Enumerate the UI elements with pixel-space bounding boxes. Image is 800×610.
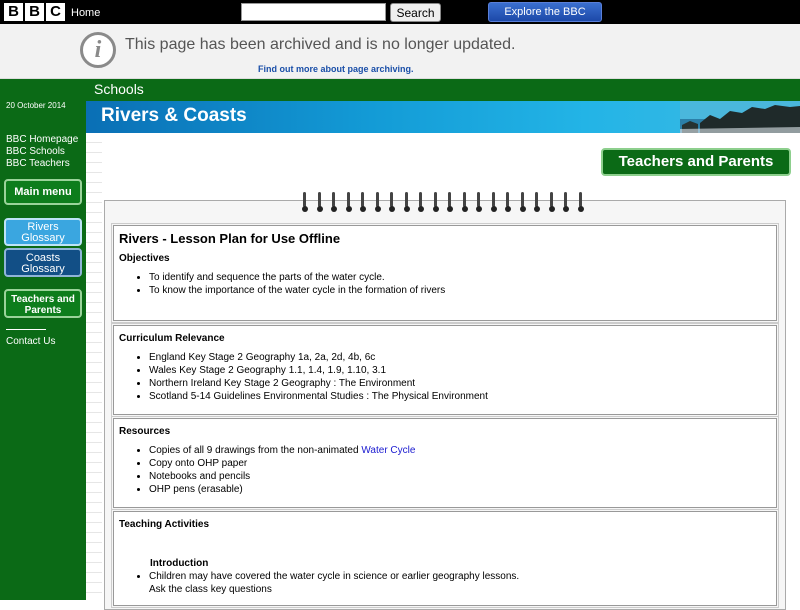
list-item [149, 570, 776, 596]
main-menu-button[interactable]: Main menu [4, 179, 82, 205]
sidebar-divider [6, 329, 46, 330]
archive-info-link[interactable]: Find out more about page archiving. [258, 64, 414, 74]
notebook-ruler [86, 133, 102, 600]
introduction-list [149, 570, 776, 596]
notebook-ring [375, 192, 381, 212]
search-input[interactable] [241, 3, 386, 21]
coasts-glossary-button[interactable] [4, 248, 82, 277]
resources-heading: Resources [119, 426, 171, 437]
list-item: • Copy onto OHP paper [149, 457, 776, 470]
notebook-ring [302, 192, 308, 212]
button-line: Rivers [27, 221, 59, 233]
notebook-ring [418, 192, 424, 212]
objectives-section [113, 225, 777, 321]
list-item: • To identify and sequence the parts of the water cycle. [149, 271, 776, 284]
list-item: • Notebooks and pencils [149, 470, 776, 483]
section-title[interactable]: Schools [94, 81, 144, 97]
notebook-ring [491, 192, 497, 212]
contact-us-link[interactable]: Contact Us [6, 336, 56, 347]
logo-letter: B [25, 3, 44, 21]
intro-line: Ask the class key questions [149, 584, 272, 595]
notebook-ring [563, 192, 569, 212]
notebook-ring [433, 192, 439, 212]
bbc-top-bar [0, 0, 800, 24]
intro-line: Children may have covered the water cycle in science or earlier geography lessons. [149, 571, 520, 582]
schools-bar [86, 79, 800, 101]
notebook-ring [447, 192, 453, 212]
notebook-ring [534, 192, 540, 212]
notebook-ring [317, 192, 323, 212]
search-button[interactable]: Search [390, 3, 441, 22]
teaching-activities-section [113, 511, 777, 606]
notebook-ring [549, 192, 555, 212]
page-date: 20 October 2014 [6, 101, 66, 110]
explore-the-bbc-button[interactable]: Explore the BBC [488, 2, 602, 22]
curriculum-list [149, 351, 776, 403]
curriculum-section [113, 325, 777, 415]
resources-list [149, 444, 776, 496]
list-item: • Wales Key Stage 2 Geography 1.1, 1.4, 1.9, 1.10, 3.1 [149, 364, 776, 377]
teachers-and-parents-badge: Teachers and Parents [601, 148, 791, 176]
notebook-ring [476, 192, 482, 212]
button-line: Parents [24, 305, 62, 316]
lesson-title: Rivers - Lesson Plan for Use Offline [119, 231, 341, 246]
left-sidebar [0, 79, 86, 600]
button-line: Glossary [21, 232, 65, 244]
site-title: Rivers & Coasts [101, 105, 247, 126]
logo-letter: B [4, 3, 23, 21]
activities-heading: Teaching Activities [119, 519, 210, 530]
bbc-links [6, 134, 78, 170]
notebook-ring [404, 192, 410, 212]
list-item: • OHP pens (erasable) [149, 483, 776, 496]
info-icon: i [80, 32, 116, 68]
notebook-ring [389, 192, 395, 212]
notebook-ring [346, 192, 352, 212]
rivers-glossary-button[interactable] [4, 218, 82, 246]
button-line: Teachers and [11, 294, 75, 305]
resources-text: Copies of all 9 drawings from the non-animated [149, 445, 362, 456]
home-link[interactable]: Home [71, 7, 101, 19]
objectives-heading: Objectives [119, 253, 170, 264]
button-line: Coasts [25, 252, 61, 264]
bbc-logo[interactable] [4, 3, 65, 21]
bbc-schools-link[interactable]: BBC Schools [6, 146, 65, 157]
archive-notice [0, 24, 800, 79]
list-item [149, 444, 776, 457]
water-cycle-link[interactable]: Water Cycle [361, 445, 416, 456]
curriculum-heading: Curriculum Relevance [119, 333, 225, 344]
bbc-teachers-link[interactable]: BBC Teachers [6, 158, 70, 169]
notebook-ring [520, 192, 526, 212]
objectives-list [149, 271, 776, 297]
button-line: Glossary [21, 263, 65, 275]
archive-message: This page has been archived and is no longer updated. [125, 36, 516, 53]
notebook-ring [505, 192, 511, 212]
teachers-and-parents-button[interactable] [4, 289, 82, 318]
list-item: • Northern Ireland Key Stage 2 Geography : The Environment [149, 377, 776, 390]
logo-letter: C [46, 3, 65, 21]
list-item: • To know the importance of the water cycle in the formation of rivers [149, 284, 776, 297]
introduction-heading: Introduction [150, 558, 209, 569]
site-banner [86, 101, 800, 133]
list-item: • Scotland 5-14 Guidelines Environmental Studies : The Physical Environment [149, 390, 776, 403]
bbc-homepage-link[interactable]: BBC Homepage [6, 134, 79, 145]
resources-section [113, 418, 777, 508]
list-item: • England Key Stage 2 Geography 1a, 2a, 2d, 4b, 6c [149, 351, 776, 364]
notebook-rings [302, 192, 592, 214]
notebook-ring [360, 192, 366, 212]
coast-rocks-image [680, 101, 800, 133]
notebook-ring [578, 192, 584, 212]
notebook-ring [462, 192, 468, 212]
notebook-ring [331, 192, 337, 212]
